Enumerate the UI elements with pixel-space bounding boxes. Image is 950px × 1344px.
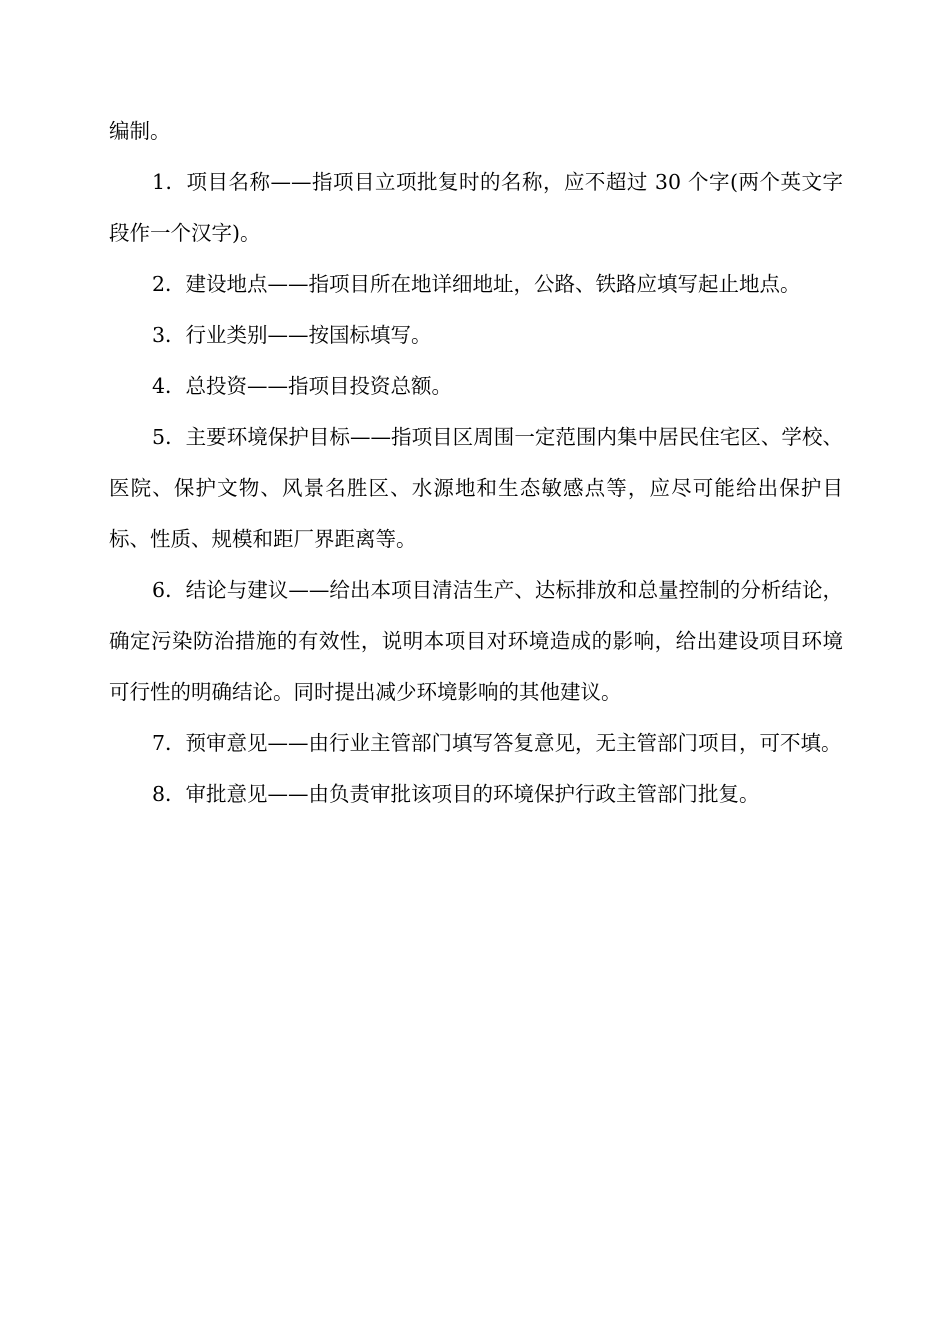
document-body: [109, 106, 843, 820]
paragraph-item-8-approval: 8．审批意见——由负责审批该项目的环境保护行政主管部门批复。: [152, 782, 760, 806]
paragraph-item-2-construction-site: 2．建设地点——指项目所在地详细地址，公路、铁路应填写起止地点。: [152, 272, 801, 296]
paragraph-item-1-project-name: 1．项目名称——指项目立项批复时的名称，应不超过 30 个字(两个英文字段作一个汉字)。: [109, 170, 843, 245]
paragraph-continuation: 编制。: [109, 119, 171, 143]
paragraph-item-5-protection-targets: 5．主要环境保护目标——指项目区周围一定范围内集中居民住宅区、学校、医院、保护文物、风景名胜区、水源地和生态敏感点等，应尽可能给出保护目标、性质、规模和距厂界距离等。: [109, 425, 843, 551]
paragraph-item-7-pre-review: 7．预审意见——由行业主管部门填写答复意见，无主管部门项目，可不填。: [152, 731, 842, 755]
paragraph-item-4-total-investment: 4．总投资——指项目投资总额。: [152, 374, 453, 398]
paragraph-item-3-industry-category: 3．行业类别——按国标填写。: [152, 323, 432, 347]
paragraph-item-6-conclusions: 6．结论与建议——给出本项目清洁生产、达标排放和总量控制的分析结论，确定污染防治措施的有效性，说明本项目对环境造成的影响，给出建设项目环境可行性的明确结论。同时提出减少环境影响的其他建议。: [109, 578, 843, 704]
